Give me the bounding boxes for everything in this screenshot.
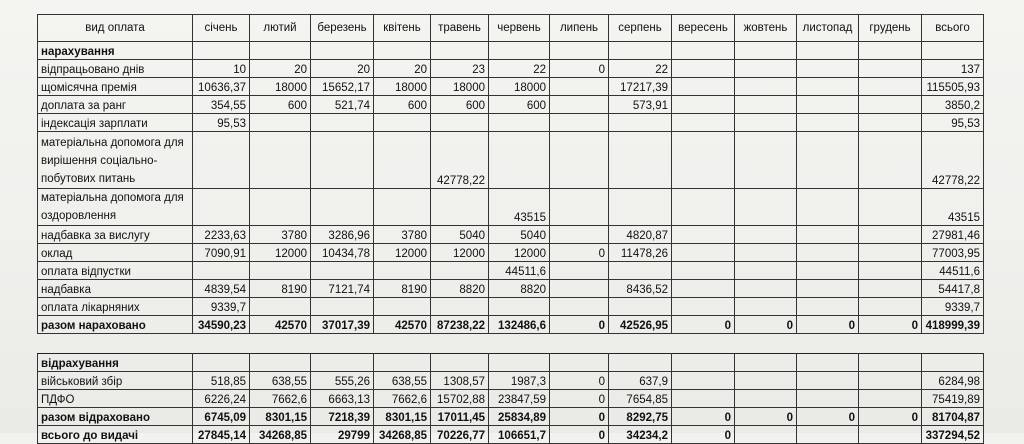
value-cell (797, 132, 859, 189)
value-cell: 0 (859, 408, 922, 426)
value-cell: 42570 (250, 316, 311, 334)
value-cell: 70226,77 (431, 426, 489, 444)
value-cell (797, 372, 859, 390)
empty-cell (431, 354, 489, 372)
value-cell: 637,9 (609, 372, 672, 390)
column-header: вересень (672, 15, 735, 42)
value-cell: 95,53 (922, 114, 984, 132)
value-cell (797, 426, 859, 444)
value-cell: 521,74 (311, 96, 374, 114)
row-label: разом нараховано (38, 316, 193, 334)
value-cell (672, 226, 735, 244)
row-label: оплата відпустки (38, 262, 193, 280)
empty-cell (609, 354, 672, 372)
value-cell: 4839,54 (193, 280, 250, 298)
empty-cell (859, 354, 922, 372)
table-row (38, 280, 984, 298)
value-cell (859, 226, 922, 244)
value-cell: 42778,22 (922, 132, 984, 189)
value-cell: 17217,39 (609, 78, 672, 96)
table-row (38, 78, 984, 96)
column-header: липень (550, 15, 609, 42)
value-cell (250, 189, 311, 226)
value-cell: 18000 (374, 78, 431, 96)
value-cell: 0 (550, 426, 609, 444)
value-cell (374, 298, 431, 316)
value-cell: 573,91 (609, 96, 672, 114)
value-cell: 10636,37 (193, 78, 250, 96)
value-cell: 106651,7 (489, 426, 550, 444)
value-cell: 418999,39 (922, 316, 984, 334)
column-header: травень (431, 15, 489, 42)
empty-cell (431, 42, 489, 60)
empty-cell (193, 354, 250, 372)
value-cell: 6284,98 (922, 372, 984, 390)
empty-cell (250, 42, 311, 60)
value-cell: 2233,63 (193, 226, 250, 244)
value-cell (672, 372, 735, 390)
value-cell: 0 (859, 316, 922, 334)
value-cell: 0 (797, 316, 859, 334)
value-cell (735, 298, 797, 316)
value-cell (550, 114, 609, 132)
value-cell: 10 (193, 60, 250, 78)
row-label: матеріальна допомога для вирішення соціально-побутових питань (38, 132, 193, 189)
value-cell: 34268,85 (374, 426, 431, 444)
value-cell: 42526,95 (609, 316, 672, 334)
empty-cell (922, 354, 984, 372)
gap-cell (38, 334, 984, 354)
value-cell (797, 226, 859, 244)
value-cell: 9339,7 (193, 298, 250, 316)
value-cell: 12000 (250, 244, 311, 262)
value-cell: 4820,87 (609, 226, 672, 244)
table-row (38, 372, 984, 390)
value-cell: 8292,75 (609, 408, 672, 426)
value-cell: 0 (550, 390, 609, 408)
value-cell (311, 189, 374, 226)
value-cell: 638,55 (374, 372, 431, 390)
value-cell (797, 78, 859, 96)
value-cell: 42570 (374, 316, 431, 334)
value-cell: 0 (672, 316, 735, 334)
value-cell (609, 132, 672, 189)
value-cell (859, 426, 922, 444)
value-cell (489, 298, 550, 316)
value-cell: 8301,15 (250, 408, 311, 426)
value-cell: 22 (609, 60, 672, 78)
column-header: серпень (609, 15, 672, 42)
value-cell (735, 262, 797, 280)
value-cell: 137 (922, 60, 984, 78)
table-row (38, 96, 984, 114)
empty-cell (797, 354, 859, 372)
value-cell: 8190 (374, 280, 431, 298)
value-cell (735, 244, 797, 262)
value-cell: 0 (735, 408, 797, 426)
column-header: вид оплата (38, 15, 193, 42)
value-cell (672, 280, 735, 298)
value-cell: 12000 (374, 244, 431, 262)
value-cell: 0 (672, 426, 735, 444)
value-cell: 0 (550, 60, 609, 78)
value-cell: 44511,6 (489, 262, 550, 280)
value-cell: 6226,24 (193, 390, 250, 408)
value-cell (672, 390, 735, 408)
value-cell: 29799 (311, 426, 374, 444)
value-cell (859, 96, 922, 114)
value-cell: 3780 (250, 226, 311, 244)
value-cell (672, 298, 735, 316)
value-cell: 9339,7 (922, 298, 984, 316)
value-cell: 638,55 (250, 372, 311, 390)
table-row (38, 244, 984, 262)
section-row-deductions (38, 354, 984, 372)
value-cell: 23 (431, 60, 489, 78)
section-gap (38, 334, 984, 354)
table-row (38, 114, 984, 132)
value-cell (550, 226, 609, 244)
value-cell (250, 262, 311, 280)
value-cell (797, 60, 859, 78)
value-cell (735, 78, 797, 96)
value-cell: 354,55 (193, 96, 250, 114)
value-cell: 42778,22 (431, 132, 489, 189)
value-cell (797, 114, 859, 132)
table-row (38, 60, 984, 78)
value-cell (193, 132, 250, 189)
empty-cell (859, 42, 922, 60)
value-cell (311, 114, 374, 132)
value-cell (859, 244, 922, 262)
value-cell: 12000 (431, 244, 489, 262)
value-cell: 81704,87 (922, 408, 984, 426)
value-cell: 95,53 (193, 114, 250, 132)
value-cell: 20 (311, 60, 374, 78)
value-cell (550, 189, 609, 226)
value-cell (735, 96, 797, 114)
value-cell: 0 (550, 372, 609, 390)
table-row (38, 226, 984, 244)
value-cell: 115505,93 (922, 78, 984, 96)
value-cell: 27981,46 (922, 226, 984, 244)
value-cell (859, 262, 922, 280)
value-cell: 555,26 (311, 372, 374, 390)
empty-cell (489, 354, 550, 372)
value-cell (311, 298, 374, 316)
value-cell: 5040 (431, 226, 489, 244)
value-cell: 27845,14 (193, 426, 250, 444)
row-label: оплата лікарняних (38, 298, 193, 316)
table-row (38, 298, 984, 316)
value-cell: 8301,15 (374, 408, 431, 426)
value-cell (374, 262, 431, 280)
value-cell (735, 280, 797, 298)
value-cell: 1308,57 (431, 372, 489, 390)
value-cell (489, 132, 550, 189)
value-cell (797, 298, 859, 316)
column-header: січень (193, 15, 250, 42)
column-header: квітень (374, 15, 431, 42)
value-cell (550, 78, 609, 96)
value-cell (672, 60, 735, 78)
value-cell (250, 114, 311, 132)
value-cell: 34590,23 (193, 316, 250, 334)
column-header: листопад (797, 15, 859, 42)
empty-cell (735, 42, 797, 60)
value-cell (672, 244, 735, 262)
empty-cell (735, 354, 797, 372)
column-header: грудень (859, 15, 922, 42)
value-cell (859, 114, 922, 132)
value-cell: 77003,95 (922, 244, 984, 262)
header-row (38, 15, 984, 42)
value-cell: 20 (374, 60, 431, 78)
value-cell (672, 96, 735, 114)
empty-cell (374, 42, 431, 60)
total-row-accruals (38, 316, 984, 334)
value-cell (374, 132, 431, 189)
payout-row (38, 426, 984, 444)
value-cell: 54417,8 (922, 280, 984, 298)
value-cell: 15652,17 (311, 78, 374, 96)
value-cell (672, 132, 735, 189)
value-cell (311, 262, 374, 280)
value-cell: 18000 (489, 78, 550, 96)
value-cell: 11478,26 (609, 244, 672, 262)
value-cell: 18000 (250, 78, 311, 96)
table-row (38, 390, 984, 408)
value-cell (431, 262, 489, 280)
value-cell: 0 (797, 408, 859, 426)
table-row (38, 189, 984, 226)
empty-cell (797, 42, 859, 60)
value-cell: 6745,09 (193, 408, 250, 426)
value-cell: 0 (550, 244, 609, 262)
value-cell: 7654,85 (609, 390, 672, 408)
value-cell (250, 132, 311, 189)
value-cell: 7662,6 (250, 390, 311, 408)
value-cell: 8436,52 (609, 280, 672, 298)
value-cell (859, 298, 922, 316)
value-cell (859, 372, 922, 390)
value-cell: 25834,89 (489, 408, 550, 426)
value-cell (550, 298, 609, 316)
value-cell (735, 114, 797, 132)
value-cell (735, 426, 797, 444)
row-label: військовий збір (38, 372, 193, 390)
row-label: матеріальна допомога для оздоровлення (38, 189, 193, 226)
value-cell (735, 189, 797, 226)
row-label: оклад (38, 244, 193, 262)
empty-cell (193, 42, 250, 60)
value-cell (797, 244, 859, 262)
table-row (38, 132, 984, 189)
value-cell (374, 189, 431, 226)
column-header: всього (922, 15, 984, 42)
value-cell (735, 372, 797, 390)
row-label: доплата за ранг (38, 96, 193, 114)
section-title: відрахування (38, 354, 193, 372)
value-cell: 0 (550, 408, 609, 426)
value-cell: 20 (250, 60, 311, 78)
total-row-deductions (38, 408, 984, 426)
value-cell (859, 78, 922, 96)
value-cell: 15702,88 (431, 390, 489, 408)
value-cell: 518,85 (193, 372, 250, 390)
column-header: лютий (250, 15, 311, 42)
column-header: жовтень (735, 15, 797, 42)
empty-cell (609, 42, 672, 60)
value-cell (672, 189, 735, 226)
value-cell: 0 (550, 316, 609, 334)
value-cell (550, 132, 609, 189)
value-cell (797, 280, 859, 298)
value-cell (859, 189, 922, 226)
value-cell: 600 (250, 96, 311, 114)
value-cell: 3850,2 (922, 96, 984, 114)
empty-cell (489, 42, 550, 60)
value-cell: 10434,78 (311, 244, 374, 262)
empty-cell (672, 354, 735, 372)
table-row (38, 262, 984, 280)
value-cell (672, 262, 735, 280)
value-cell: 337294,52 (922, 426, 984, 444)
empty-cell (550, 42, 609, 60)
empty-cell (922, 42, 984, 60)
payroll-table (37, 14, 984, 444)
value-cell: 12000 (489, 244, 550, 262)
empty-cell (311, 42, 374, 60)
value-cell (193, 262, 250, 280)
empty-cell (374, 354, 431, 372)
value-cell: 17011,45 (431, 408, 489, 426)
value-cell (431, 189, 489, 226)
value-cell (859, 280, 922, 298)
value-cell (735, 60, 797, 78)
value-cell: 34234,2 (609, 426, 672, 444)
row-label: всього до видачі (38, 426, 193, 444)
value-cell (609, 189, 672, 226)
value-cell: 7090,91 (193, 244, 250, 262)
value-cell: 6663,13 (311, 390, 374, 408)
value-cell (859, 60, 922, 78)
row-label: надбавка за вислугу (38, 226, 193, 244)
value-cell: 600 (374, 96, 431, 114)
value-cell: 37017,39 (311, 316, 374, 334)
value-cell (735, 132, 797, 189)
value-cell: 600 (431, 96, 489, 114)
value-cell (672, 114, 735, 132)
empty-cell (672, 42, 735, 60)
value-cell (609, 114, 672, 132)
row-label: ПДФО (38, 390, 193, 408)
value-cell (250, 298, 311, 316)
value-cell (193, 189, 250, 226)
value-cell: 43515 (489, 189, 550, 226)
value-cell (672, 78, 735, 96)
value-cell (550, 280, 609, 298)
empty-cell (311, 354, 374, 372)
value-cell: 3286,96 (311, 226, 374, 244)
value-cell: 5040 (489, 226, 550, 244)
row-label: щомісячна премія (38, 78, 193, 96)
row-label: надбавка (38, 280, 193, 298)
value-cell: 7121,74 (311, 280, 374, 298)
value-cell (797, 262, 859, 280)
value-cell: 1987,3 (489, 372, 550, 390)
value-cell: 600 (489, 96, 550, 114)
value-cell: 8820 (431, 280, 489, 298)
value-cell (374, 114, 431, 132)
empty-cell (250, 354, 311, 372)
value-cell (735, 226, 797, 244)
value-cell (311, 132, 374, 189)
value-cell: 8820 (489, 280, 550, 298)
value-cell (431, 298, 489, 316)
value-cell (550, 262, 609, 280)
value-cell (609, 298, 672, 316)
value-cell (797, 96, 859, 114)
value-cell: 18000 (431, 78, 489, 96)
value-cell: 0 (672, 408, 735, 426)
value-cell: 7218,39 (311, 408, 374, 426)
value-cell: 7662,6 (374, 390, 431, 408)
value-cell: 132486,6 (489, 316, 550, 334)
value-cell (797, 390, 859, 408)
value-cell: 0 (735, 316, 797, 334)
row-label: разом відраховано (38, 408, 193, 426)
value-cell (735, 390, 797, 408)
column-header: березень (311, 15, 374, 42)
value-cell (550, 96, 609, 114)
section-title: нарахування (38, 42, 193, 60)
value-cell: 44511,6 (922, 262, 984, 280)
section-row-accruals (38, 42, 984, 60)
value-cell (797, 189, 859, 226)
value-cell: 34268,85 (250, 426, 311, 444)
value-cell: 8190 (250, 280, 311, 298)
value-cell (609, 262, 672, 280)
value-cell (859, 390, 922, 408)
empty-cell (550, 354, 609, 372)
value-cell: 75419,89 (922, 390, 984, 408)
value-cell: 22 (489, 60, 550, 78)
row-label: відпрацьовано днів (38, 60, 193, 78)
value-cell: 43515 (922, 189, 984, 226)
value-cell (489, 114, 550, 132)
value-cell (431, 114, 489, 132)
column-header: червень (489, 15, 550, 42)
value-cell (859, 132, 922, 189)
value-cell: 23847,59 (489, 390, 550, 408)
value-cell: 3780 (374, 226, 431, 244)
row-label: індексація зарплати (38, 114, 193, 132)
value-cell: 87238,22 (431, 316, 489, 334)
